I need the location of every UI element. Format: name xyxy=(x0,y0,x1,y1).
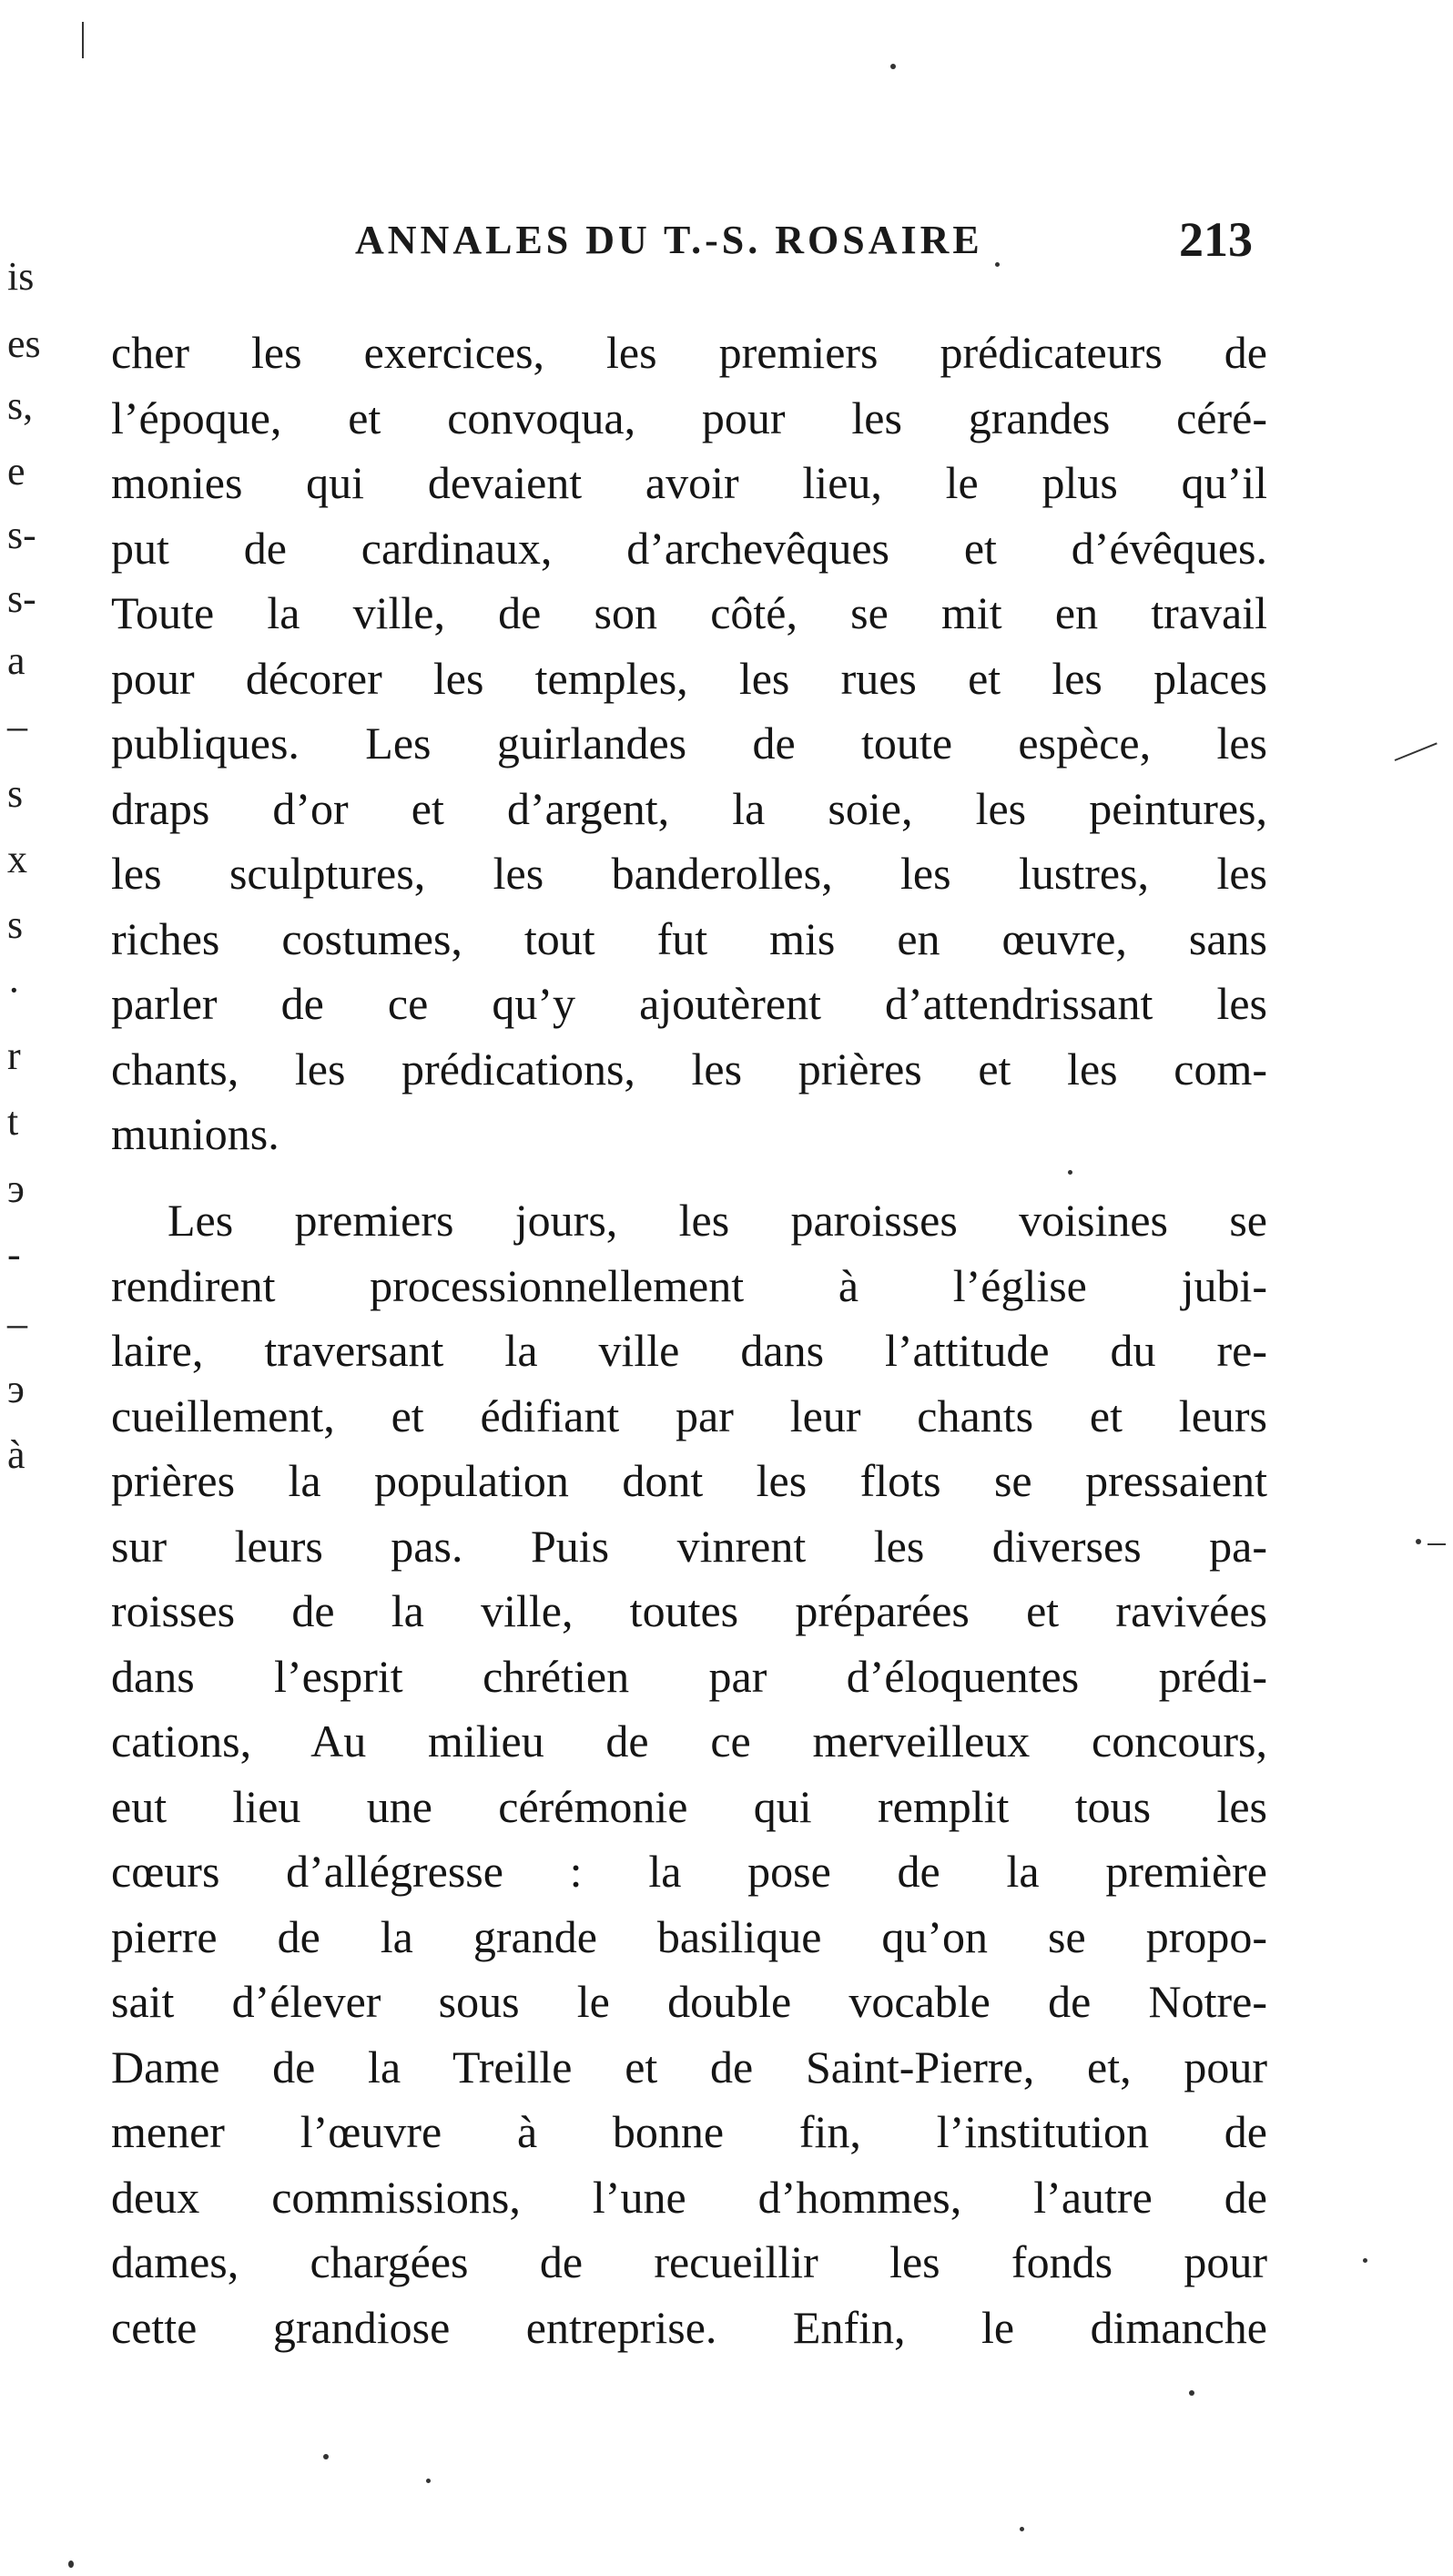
margin-bleed-char: e xyxy=(7,449,25,494)
text-line: cations, Au milieu de ce merveilleux concours, xyxy=(111,1716,1267,1767)
margin-bleed-char: t xyxy=(7,1099,19,1144)
text-line: chants, les prédications, les prières et les com- xyxy=(111,1043,1267,1095)
text-line: Les premiers jours, les paroisses voisines se xyxy=(168,1195,1267,1246)
margin-bleed-char: s xyxy=(7,771,24,816)
scan-speck xyxy=(68,2561,74,2568)
margin-bleed-char: à xyxy=(7,1432,25,1477)
scan-stroke xyxy=(82,22,84,58)
scan-speck xyxy=(995,262,1000,267)
text-line: prières la population dont les flots se pressaient xyxy=(111,1455,1267,1506)
text-line: munions. xyxy=(111,1108,279,1159)
paragraph-2 xyxy=(111,1188,1267,2360)
text-line: pierre de la grande basilique qu’on se propo- xyxy=(111,1910,1267,1962)
scan-speck xyxy=(890,64,896,69)
text-line: mener l’œuvre à bonne fin, l’institution de xyxy=(111,2106,1267,2157)
margin-bleed-char: - xyxy=(7,1232,21,1277)
scan-speck xyxy=(426,2479,431,2483)
text-line: dames, chargées de recueillir les fonds pour xyxy=(111,2236,1267,2287)
text-line: draps d’or et d’argent, la soie, les peintures, xyxy=(111,782,1267,834)
text-line: dans l’esprit chrétien par d’éloquentes prédi- xyxy=(111,1650,1267,1702)
margin-bleed-char: э xyxy=(7,1166,25,1211)
margin-bleed-char: s- xyxy=(7,513,36,557)
scan-speck xyxy=(323,2454,329,2459)
scan-speck xyxy=(1189,2390,1194,2396)
margin-bleed-char: a xyxy=(7,638,25,683)
text-line: Dame de la Treille et de Saint-Pierre, et, pour xyxy=(111,2041,1267,2092)
margin-bleed-char: s, xyxy=(7,383,34,428)
scan-speck xyxy=(1020,2527,1024,2531)
text-line: l’époque, et convoqua, pour les grandes céré- xyxy=(111,392,1267,443)
scan-speck xyxy=(1068,1170,1072,1175)
text-line: cœurs d’allégresse : la pose de la première xyxy=(111,1846,1267,1897)
margin-bleed-char: r xyxy=(7,1033,21,1078)
text-line: pour décorer les temples, les rues et les places xyxy=(111,652,1267,704)
margin-bleed-char: is xyxy=(7,254,35,299)
text-line: sur leurs pas. Puis vinrent les diverses pa- xyxy=(111,1520,1267,1572)
text-line: put de cardinaux, d’archevêques et d’évêques. xyxy=(111,522,1267,574)
text-line: monies qui devaient avoir lieu, le plus qu’il xyxy=(111,457,1267,508)
margin-bleed-char: – xyxy=(7,704,27,748)
paragraph-1 xyxy=(111,321,1267,1167)
running-title: ANNALES DU T.-S. ROSAIRE xyxy=(355,218,983,262)
text-line: les sculptures, les banderolles, les lustres, les xyxy=(111,848,1267,899)
text-line: laire, traversant la ville dans l’attitude du re- xyxy=(111,1325,1267,1376)
scan-stroke xyxy=(1428,1543,1446,1545)
margin-bleed-char: x xyxy=(7,837,27,881)
scan-speck xyxy=(1416,1539,1421,1544)
text-line: roisses de la ville, toutes préparées et ravivées xyxy=(111,1585,1267,1636)
margin-bleed-char: s xyxy=(7,902,24,947)
margin-bleed-char: · xyxy=(7,968,21,1013)
text-line: rendirent processionnellement à l’église jubi- xyxy=(111,1259,1267,1311)
margin-bleed-char: es xyxy=(7,321,41,366)
text-line: parler de ce qu’y ajoutèrent d’attendrissant les xyxy=(111,978,1267,1029)
text-line: Toute la ville, de son côté, se mit en travail xyxy=(111,587,1267,638)
text-line: cher les exercices, les premiers prédicateurs de xyxy=(111,327,1267,378)
text-line: eut lieu une cérémonie qui remplit tous les xyxy=(111,1780,1267,1832)
text-line: riches costumes, tout fut mis en œuvre, sans xyxy=(111,912,1267,964)
text-line: deux commissions, l’une d’hommes, l’autre de xyxy=(111,2171,1267,2223)
scan-speck xyxy=(1363,2258,1367,2263)
margin-bleed-char: э xyxy=(7,1367,25,1411)
scan-stroke xyxy=(1395,742,1438,761)
margin-bleed-char: s- xyxy=(7,576,36,621)
text-line: cette grandiose entreprise. Enfin, le dimanche xyxy=(111,2301,1267,2353)
text-line: publiques. Les guirlandes de toute espèce, les xyxy=(111,718,1267,769)
text-line: sait d’élever sous le double vocable de Notre- xyxy=(111,1976,1267,2027)
page-number: 213 xyxy=(1179,212,1253,267)
margin-bleed-char: – xyxy=(7,1301,27,1346)
text-line: cueillement, et édifiant par leur chants et leurs xyxy=(111,1390,1267,1441)
